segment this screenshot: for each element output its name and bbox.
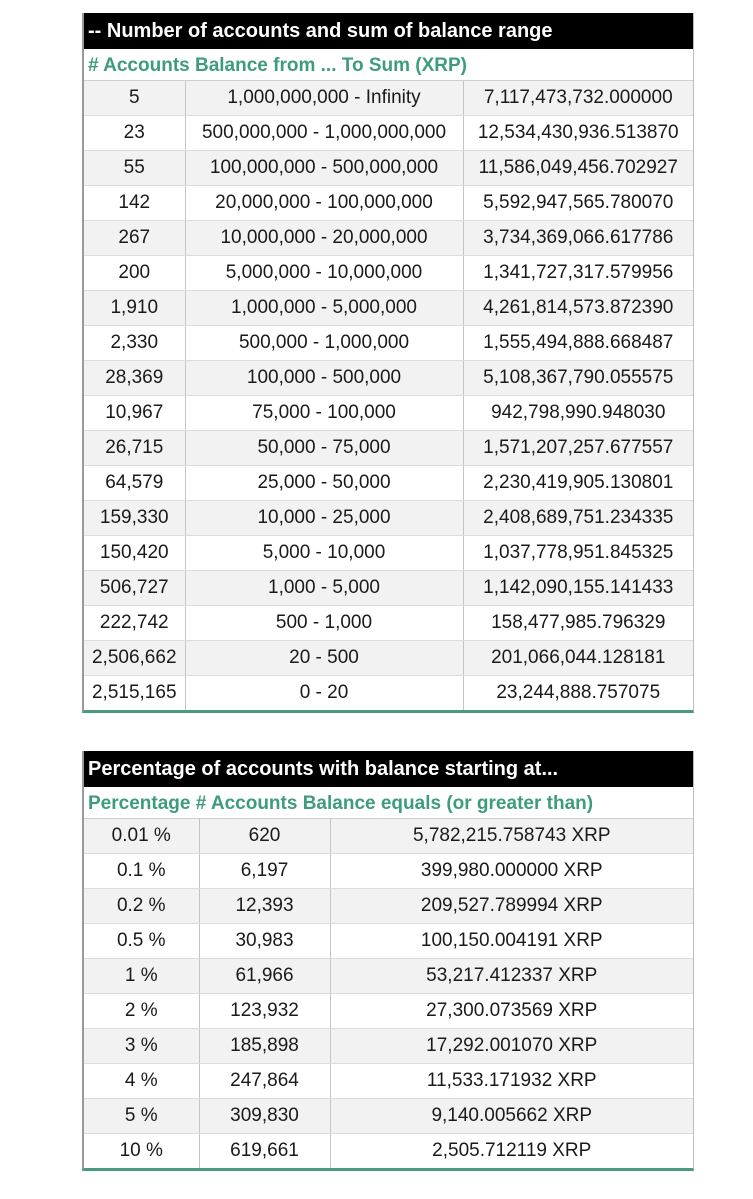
accounts-count-cell: 2,515,165 xyxy=(84,676,185,711)
balance-range-cell: 500,000,000 - 1,000,000,000 xyxy=(185,116,463,151)
balance-sum-cell: 3,734,369,066.617786 xyxy=(463,221,693,256)
balance-range-cell: 1,000 - 5,000 xyxy=(185,571,463,606)
accounts-count-cell: 55 xyxy=(84,151,185,186)
percentage-cell: 1 % xyxy=(84,959,199,994)
balance-range-cell: 10,000,000 - 20,000,000 xyxy=(185,221,463,256)
accounts-count-cell: 12,393 xyxy=(199,889,330,924)
balance-range-cell: 10,000 - 25,000 xyxy=(185,501,463,536)
balance-range-cell: 50,000 - 75,000 xyxy=(185,431,463,466)
balance-sum-cell: 5,592,947,565.780070 xyxy=(463,186,693,221)
balance-range-cell: 500,000 - 1,000,000 xyxy=(185,326,463,361)
balance-threshold-cell: 17,292.001070 XRP xyxy=(330,1029,693,1064)
table-row xyxy=(84,1099,693,1134)
table-row xyxy=(84,151,693,186)
table-row xyxy=(84,1029,693,1064)
balance-sum-cell: 5,108,367,790.055575 xyxy=(463,361,693,396)
balance-threshold-cell: 209,527.789994 XRP xyxy=(330,889,693,924)
accounts-count-cell: 619,661 xyxy=(199,1134,330,1169)
balance-sum-cell: 2,230,419,905.130801 xyxy=(463,466,693,501)
accounts-table xyxy=(84,81,693,710)
accounts-table-header: # Accounts Balance from ... To Sum (XRP) xyxy=(84,49,693,81)
accounts-count-cell: 6,197 xyxy=(199,854,330,889)
balance-sum-cell: 1,571,207,257.677557 xyxy=(463,431,693,466)
percentage-panel xyxy=(82,751,694,1171)
percent-table xyxy=(84,819,693,1168)
balance-range-cell: 100,000 - 500,000 xyxy=(185,361,463,396)
table-row xyxy=(84,361,693,396)
balance-threshold-cell: 53,217.412337 XRP xyxy=(330,959,693,994)
balance-range-cell: 0 - 20 xyxy=(185,676,463,711)
balance-sum-cell: 1,037,778,951.845325 xyxy=(463,536,693,571)
accounts-count-cell: 185,898 xyxy=(199,1029,330,1064)
table-row xyxy=(84,536,693,571)
balance-sum-cell: 7,117,473,732.000000 xyxy=(463,81,693,116)
accounts-balance-panel xyxy=(82,13,694,713)
percentage-cell: 0.1 % xyxy=(84,854,199,889)
percentage-cell: 0.2 % xyxy=(84,889,199,924)
table-row xyxy=(84,431,693,466)
accounts-count-cell: 2,330 xyxy=(84,326,185,361)
table-row xyxy=(84,959,693,994)
table-row xyxy=(84,396,693,431)
table-row xyxy=(84,221,693,256)
table-row xyxy=(84,994,693,1029)
table-row xyxy=(84,854,693,889)
balance-range-cell: 75,000 - 100,000 xyxy=(185,396,463,431)
balance-range-cell: 20 - 500 xyxy=(185,641,463,676)
accounts-count-cell: 23 xyxy=(84,116,185,151)
table-row xyxy=(84,1134,693,1169)
accounts-count-cell: 247,864 xyxy=(199,1064,330,1099)
balance-sum-cell: 12,534,430,936.513870 xyxy=(463,116,693,151)
table-row xyxy=(84,641,693,676)
percent-table-body xyxy=(84,819,693,1168)
table-row xyxy=(84,924,693,959)
balance-threshold-cell: 5,782,215.758743 XRP xyxy=(330,819,693,854)
table-row xyxy=(84,571,693,606)
table-row xyxy=(84,1064,693,1099)
percentage-cell: 0.01 % xyxy=(84,819,199,854)
balance-sum-cell: 201,066,044.128181 xyxy=(463,641,693,676)
balance-sum-cell: 1,555,494,888.668487 xyxy=(463,326,693,361)
balance-threshold-cell: 399,980.000000 XRP xyxy=(330,854,693,889)
accounts-count-cell: 309,830 xyxy=(199,1099,330,1134)
balance-sum-cell: 23,244,888.757075 xyxy=(463,676,693,711)
balance-threshold-cell: 100,150.004191 XRP xyxy=(330,924,693,959)
table-row xyxy=(84,606,693,641)
table-row xyxy=(84,291,693,326)
accounts-count-cell: 506,727 xyxy=(84,571,185,606)
accounts-count-cell: 1,910 xyxy=(84,291,185,326)
percentage-cell: 0.5 % xyxy=(84,924,199,959)
balance-sum-cell: 158,477,985.796329 xyxy=(463,606,693,641)
balance-threshold-cell: 2,505.712119 XRP xyxy=(330,1134,693,1169)
balance-range-cell: 1,000,000 - 5,000,000 xyxy=(185,291,463,326)
table-row xyxy=(84,819,693,854)
accounts-table-body xyxy=(84,81,693,710)
accounts-count-cell: 222,742 xyxy=(84,606,185,641)
balance-sum-cell: 1,341,727,317.579956 xyxy=(463,256,693,291)
accounts-count-cell: 142 xyxy=(84,186,185,221)
accounts-count-cell: 10,967 xyxy=(84,396,185,431)
accounts-table-title: -- Number of accounts and sum of balance range xyxy=(84,13,693,49)
balance-sum-cell: 2,408,689,751.234335 xyxy=(463,501,693,536)
balance-range-cell: 5,000 - 10,000 xyxy=(185,536,463,571)
table-row xyxy=(84,81,693,116)
table-row xyxy=(84,326,693,361)
accounts-count-cell: 267 xyxy=(84,221,185,256)
percentage-cell: 4 % xyxy=(84,1064,199,1099)
accounts-count-cell: 159,330 xyxy=(84,501,185,536)
accounts-count-cell: 64,579 xyxy=(84,466,185,501)
balance-range-cell: 500 - 1,000 xyxy=(185,606,463,641)
balance-range-cell: 25,000 - 50,000 xyxy=(185,466,463,501)
table-row xyxy=(84,889,693,924)
accounts-count-cell: 5 xyxy=(84,81,185,116)
balance-range-cell: 5,000,000 - 10,000,000 xyxy=(185,256,463,291)
balance-range-cell: 100,000,000 - 500,000,000 xyxy=(185,151,463,186)
balance-range-cell: 20,000,000 - 100,000,000 xyxy=(185,186,463,221)
percentage-cell: 2 % xyxy=(84,994,199,1029)
percent-table-header: Percentage # Accounts Balance equals (or greater than) xyxy=(84,787,693,819)
accounts-count-cell: 28,369 xyxy=(84,361,185,396)
accounts-count-cell: 61,966 xyxy=(199,959,330,994)
percentage-cell: 3 % xyxy=(84,1029,199,1064)
table-row xyxy=(84,256,693,291)
table-row xyxy=(84,116,693,151)
accounts-count-cell: 26,715 xyxy=(84,431,185,466)
balance-sum-cell: 11,586,049,456.702927 xyxy=(463,151,693,186)
balance-sum-cell: 4,261,814,573.872390 xyxy=(463,291,693,326)
balance-threshold-cell: 11,533.171932 XRP xyxy=(330,1064,693,1099)
table-row xyxy=(84,676,693,711)
accounts-count-cell: 200 xyxy=(84,256,185,291)
balance-threshold-cell: 9,140.005662 XRP xyxy=(330,1099,693,1134)
accounts-count-cell: 150,420 xyxy=(84,536,185,571)
accounts-count-cell: 30,983 xyxy=(199,924,330,959)
percentage-cell: 10 % xyxy=(84,1134,199,1169)
balance-sum-cell: 1,142,090,155.141433 xyxy=(463,571,693,606)
table-row xyxy=(84,501,693,536)
accounts-count-cell: 123,932 xyxy=(199,994,330,1029)
balance-threshold-cell: 27,300.073569 XRP xyxy=(330,994,693,1029)
accounts-count-cell: 620 xyxy=(199,819,330,854)
accounts-count-cell: 2,506,662 xyxy=(84,641,185,676)
balance-range-cell: 1,000,000,000 - Infinity xyxy=(185,81,463,116)
percent-table-title: Percentage of accounts with balance starting at... xyxy=(84,751,693,787)
table-row xyxy=(84,186,693,221)
balance-sum-cell: 942,798,990.948030 xyxy=(463,396,693,431)
table-row xyxy=(84,466,693,501)
percentage-cell: 5 % xyxy=(84,1099,199,1134)
